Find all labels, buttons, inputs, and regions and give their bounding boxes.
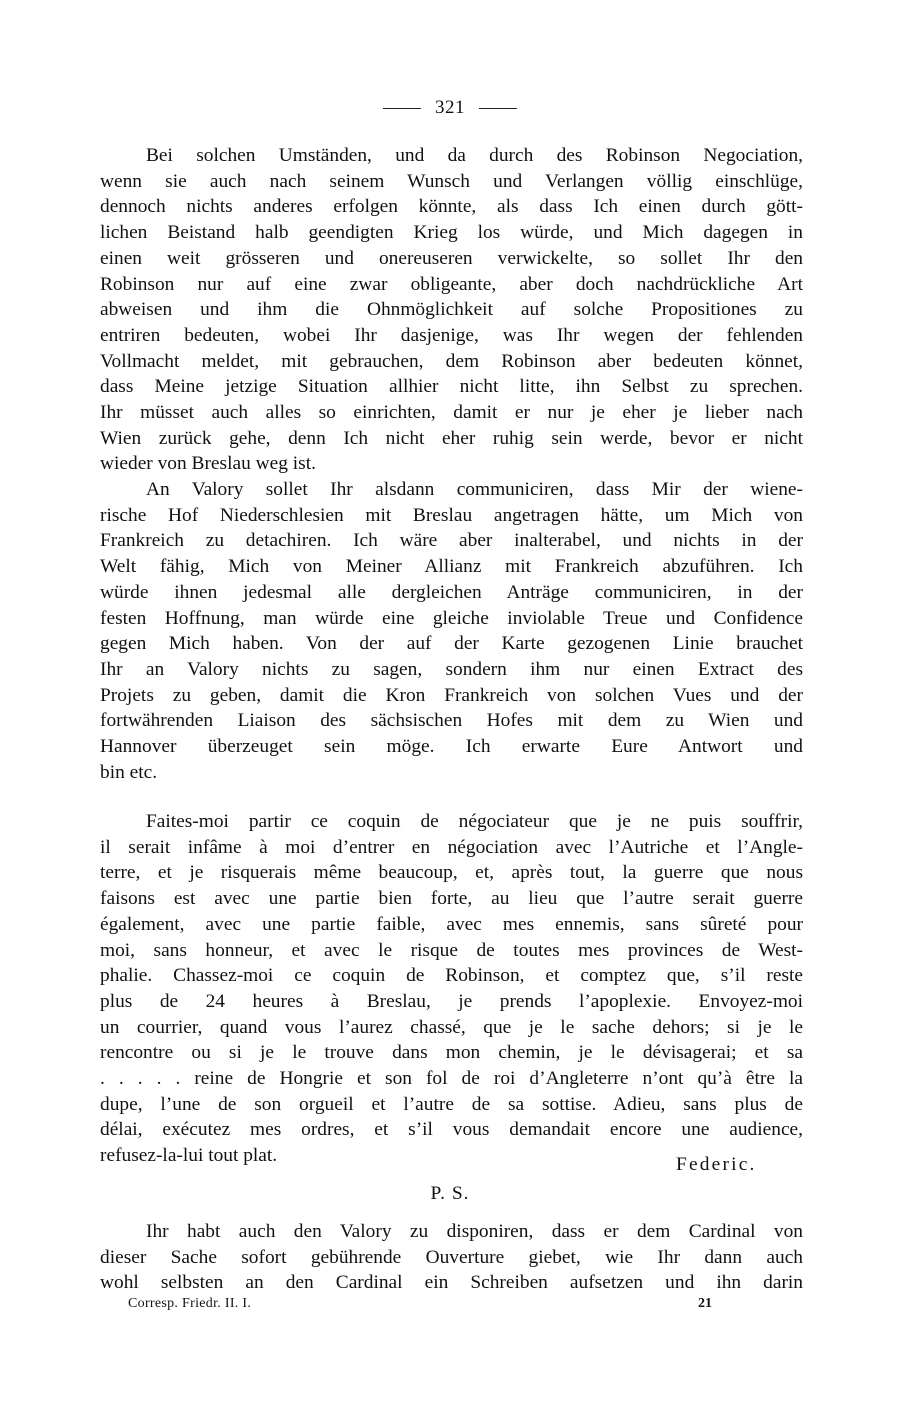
text-line: dupe, l’une de son orgueil et l’autre de sa sottise. Adieu, sans plus de [100,1093,803,1115]
text-line: délai, exécutez mes ordres, et s’il vous demandait encore une audience, [100,1119,803,1141]
text-line: entriren bedeuten, wobei Ihr dasjenige, was Ihr wegen der fehlenden [100,324,803,346]
text-line: plus de 24 heures à Breslau, je prends l’apoplexie. Envoyez-moi [100,990,803,1012]
text-line: Projets zu geben, damit die Kron Frankreich von solchen Vues und der [100,684,803,706]
text-line: gegen Mich haben. Von der auf der Karte gezogenen Linie brauchet [100,633,803,655]
page-number: 321 [435,97,465,118]
text-line: Welt fähig, Mich von Meiner Allianz mit Frankreich abzuführen. Ich [100,556,803,578]
text-line: moi, sans honneur, et avec le risque de toutes mes provinces de West- [100,939,803,961]
footer-signature-mark: 21 [698,1296,712,1311]
text-line: terre, et je risquerais même beaucoup, et, après tout, la guerre que nous [100,862,803,884]
text-line: dennoch nichts anderes erfolgen könnte, als dass Ich einen durch gött- [100,196,803,218]
text-line: einen weit grösseren und onereuseren verwickelte, so sollet Ihr den [100,247,803,269]
text-line: Ihr müsset auch alles so einrichten, damit er nur je eher je lieber nach [100,402,803,424]
ps-heading: P. S. [430,1183,470,1204]
text-line: abweisen und ihm die Ohnmöglichkeit auf solche Propositiones zu [100,299,803,321]
text-line: Ihr habt auch den Valory zu disponiren, dass er dem Cardinal von [146,1221,803,1242]
french-postscript [100,809,803,1169]
text-line: refusez-la-lui tout plat. [100,1145,278,1167]
text-line: dass Meine jetzige Situation allhier nicht litte, ihn Selbst zu sprechen. [100,376,803,398]
text-line: Robinson nur auf eine zwar obligeante, aber doch nachdrückliche Art [100,273,803,295]
german-paragraph-1 [100,143,803,477]
text-line: bin etc. [100,761,158,783]
text-line: également, avec une partie faible, avec mes ennemis, sans sûreté pour [100,913,803,935]
text-line: festen Hoffnung, man würde eine gleiche inviolable Treue und Confidence [100,607,803,629]
page-header [0,96,900,120]
header-rule-left [383,108,421,109]
text-line: faisons est avec une partie bien forte, au lieu que l’autre serait guerre [100,888,803,910]
text-line: Hannover überzeuget sein möge. Ich erwarte Eure Antwort und [100,736,803,758]
ps-paragraph [100,1219,803,1296]
text-line: Ihr an Valory nichts zu sagen, sondern ihm nur einen Extract des [100,658,803,680]
text-line: phalie. Chassez-moi ce coquin de Robinson, et comptez que, s’il reste [100,965,803,987]
text-line: Bei solchen Umständen, und da durch des Robinson Negociation, [146,145,803,166]
text-line: lichen Beistand halb geendigten Krieg los würde, und Mich dagegen in [100,222,803,244]
text-line: dieser Sache sofort gebührende Ouverture giebet, wie Ihr dann auch [100,1246,803,1268]
text-line: rische Hof Niederschlesien mit Breslau angetragen hätte, um Mich von [100,504,803,526]
text-line: il serait infâme à moi d’entrer en négociation avec l’Autriche et l’Angle- [100,836,803,858]
text-line: wohl selbsten an den Cardinal ein Schreiben aufsetzen und ihn darin [100,1272,803,1294]
text-line: Faites-moi partir ce coquin de négociateur que je ne puis souffrir, [146,811,803,832]
text-line: Frankreich zu detachiren. Ich wäre aber inalterabel, und nichts in der [100,530,803,552]
text-line: An Valory sollet Ihr alsdann communiciren, dass Mir der wiene- [146,479,803,500]
header-rule-right [479,108,517,109]
text-line: fortwährenden Liaison des sächsischen Hofes mit dem zu Wien und [100,710,803,732]
text-line: rencontre ou si je le trouve dans mon chemin, je le dévisagerai; et sa [100,1042,803,1064]
text-line: wenn sie auch nach seinem Wunsch und Verlangen völlig einschlüge, [100,170,803,192]
text-line: würde ihnen jedesmal alle dergleichen Anträge communiciren, in der [100,581,803,603]
text-line: . . . . . reine de Hongrie et son fol de roi d’Angleterre n’ont qu’à être la [100,1068,803,1090]
text-line: wieder von Breslau weg ist. [100,453,316,475]
text-line: un courrier, quand vous l’aurez chassé, que je le sache dehors; si je le [100,1016,803,1038]
footer-source: Corresp. Friedr. II. I. [128,1296,252,1311]
german-paragraph-2 [100,477,803,785]
text-line: Vollmacht meldet, mit gebrauchen, dem Robinson aber bedeuten könnet, [100,350,803,372]
text-line: Wien zurück gehe, denn Ich nicht eher ruhig sein werde, bevor er nicht [100,427,803,449]
signature: Federic. [676,1154,757,1175]
